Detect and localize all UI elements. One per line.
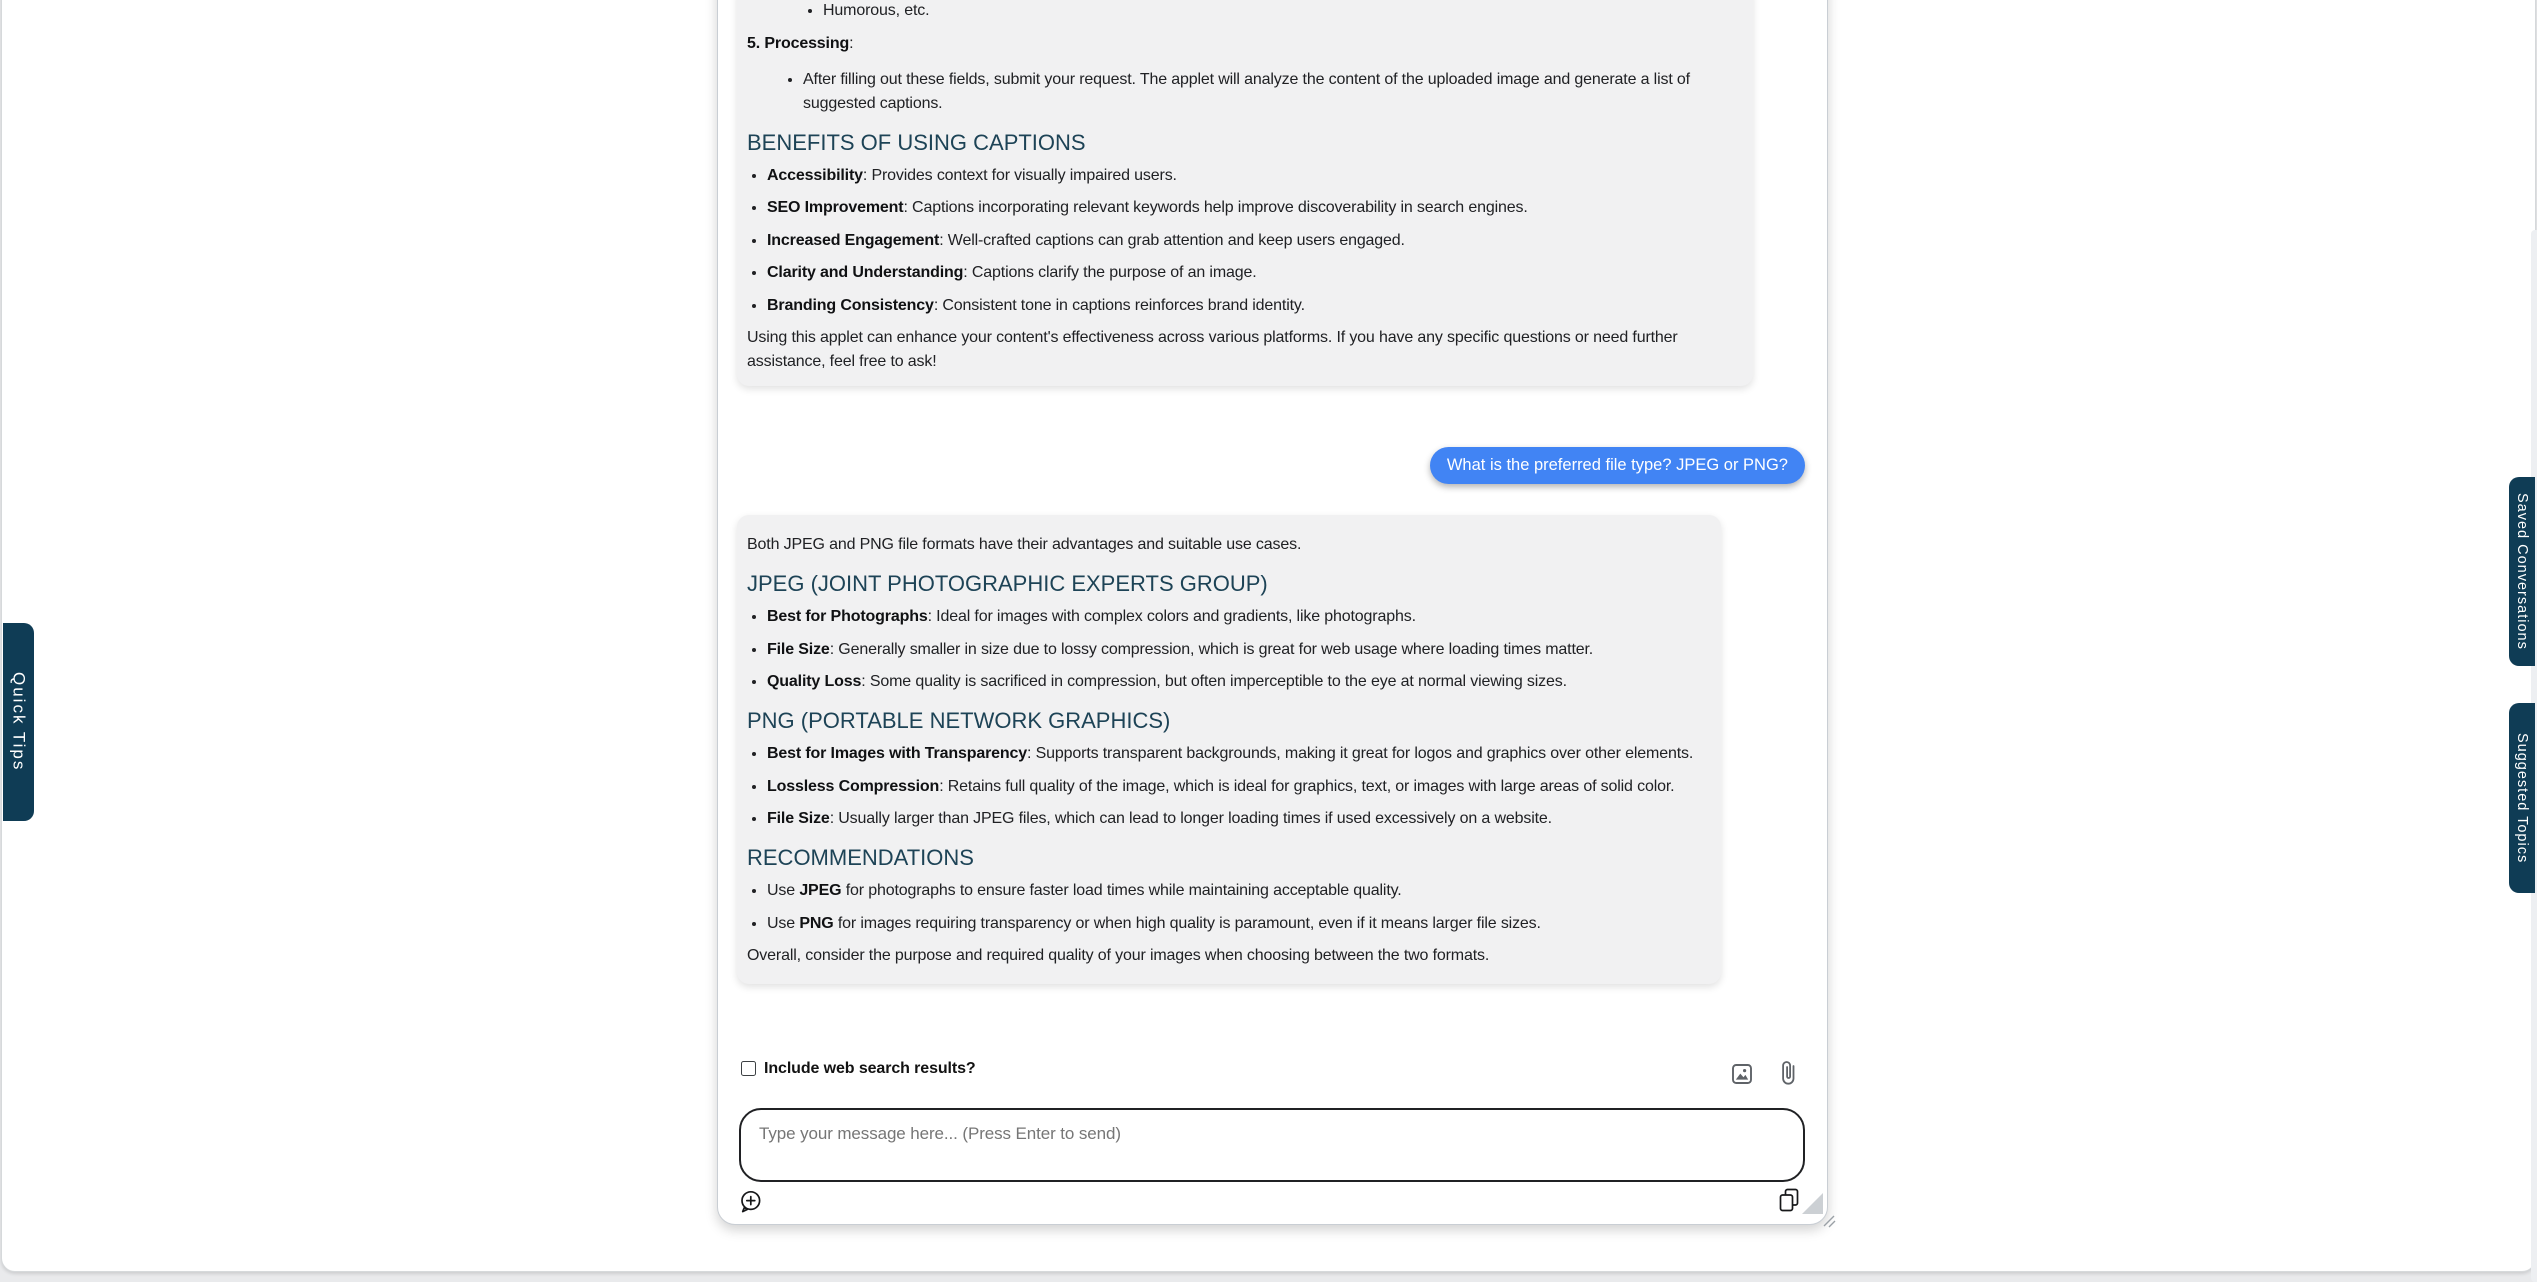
step-suffix: : (849, 34, 854, 52)
insert-image-button[interactable] (1731, 1063, 1753, 1085)
web-search-label[interactable]: Include web search results? (764, 1060, 976, 1077)
png-points-list (747, 742, 1707, 831)
list-item (747, 32, 1739, 116)
list-item (823, 0, 1739, 23)
intro-paragraph: Both JPEG and PNG file formats have their advantages and suitable use cases. (747, 536, 1302, 553)
saved-conversations-tab-label: Saved Conversations (2514, 493, 2530, 650)
list-item: • SEO Improvement: Captions incorporating relevant keywords help improve discoverability in search engines. (767, 196, 1739, 220)
resize-corner-grip[interactable] (1802, 1193, 1823, 1214)
suggested-topics-tab-label: Suggested Topics (2514, 732, 2530, 864)
paperclip-icon (1778, 1059, 1798, 1087)
recommendations-heading: RECOMMENDATIONS (747, 845, 974, 870)
list-item-text: Humorous, etc. (823, 2, 930, 19)
jpeg-points-list (747, 605, 1707, 694)
resize-handle-icon[interactable] (1820, 1212, 1836, 1228)
list-item: • Branding Consistency: Consistent tone in captions reinforces brand identity. (767, 294, 1739, 318)
png-heading: PNG (PORTABLE NETWORK GRAPHICS) (747, 708, 1171, 733)
list-item (803, 68, 1739, 116)
quick-tips-tab-label: Quick Tips (9, 672, 29, 772)
list-item: • Lossless Compression: Retains full quality of the image, which is ideal for graphics, text, or images with large areas of solid color. (767, 775, 1707, 799)
saved-conversations-tab[interactable] (2509, 477, 2535, 666)
step-detail-list (747, 68, 1739, 116)
user-message-bubble (1430, 447, 1805, 484)
list-item: • Use JPEG for photographs to ensure faster load times while maintaining acceptable quality. (767, 879, 1707, 903)
message-input[interactable] (739, 1108, 1805, 1182)
step-label: Processing (764, 34, 850, 52)
suggested-topics-tab[interactable] (2509, 703, 2535, 893)
chat-plus-icon (738, 1189, 763, 1214)
list-item: • Use PNG for images requiring transparency or when high quality is paramount, even if it means larger file sizes. (767, 912, 1707, 936)
list-item: • Best for Images with Transparency: Supports transparent backgrounds, making it great for logos and graphics over other elements. (767, 742, 1707, 766)
list-item: • Quality Loss: Some quality is sacrificed in compression, but often imperceptible to the eye at normal viewing sizes. (767, 670, 1707, 694)
recommendations-list (747, 879, 1707, 936)
list-item: • Accessibility: Provides context for visually impaired users. (767, 164, 1739, 188)
new-chat-button[interactable] (738, 1189, 763, 1214)
step-number: 5. (747, 34, 761, 52)
numbered-step-list (747, 32, 1739, 116)
image-icon (1731, 1063, 1753, 1085)
list-item: • File Size: Usually larger than JPEG files, which can lead to longer loading times if used excessively on a website. (767, 807, 1707, 831)
list-item: • File Size: Generally smaller in size due to lossy compression, which is great for web usage where loading times matter. (767, 638, 1707, 662)
partial-bullet-list (747, 0, 1739, 23)
closing-paragraph: Overall, consider the purpose and required quality of your images when choosing between the two formats. (747, 947, 1490, 964)
benefits-list (747, 164, 1739, 318)
copy-icon (1777, 1187, 1801, 1214)
chat-container (717, 0, 1828, 1225)
list-item-text: After filling out these fields, submit your request. The applet will analyze the content of the uploaded image and generate a list of suggested captions. (803, 70, 1690, 112)
list-item: • Best for Photographs: Ideal for images with complex colors and gradients, like photographs. (767, 605, 1707, 629)
list-item: • Increased Engagement: Well-crafted captions can grab attention and keep users engaged. (767, 229, 1739, 253)
list-item: • Clarity and Understanding: Captions clarify the purpose of an image. (767, 261, 1739, 285)
assistant-message (737, 515, 1721, 984)
assistant-message (737, 0, 1753, 386)
web-search-checkbox[interactable] (741, 1061, 756, 1076)
quick-tips-tab[interactable] (3, 623, 34, 821)
closing-paragraph: Using this applet can enhance your content's effectiveness across various platforms. If you have any specific questions or need further assistance, feel free to ask! (747, 329, 1678, 370)
copy-button[interactable] (1777, 1187, 1801, 1214)
attach-file-button[interactable] (1778, 1059, 1798, 1087)
jpeg-heading: JPEG (JOINT PHOTOGRAPHIC EXPERTS GROUP) (747, 571, 1268, 596)
benefits-heading: BENEFITS OF USING CAPTIONS (747, 129, 1086, 155)
user-message-text: What is the preferred file type? JPEG or PNG? (1446, 456, 1788, 474)
